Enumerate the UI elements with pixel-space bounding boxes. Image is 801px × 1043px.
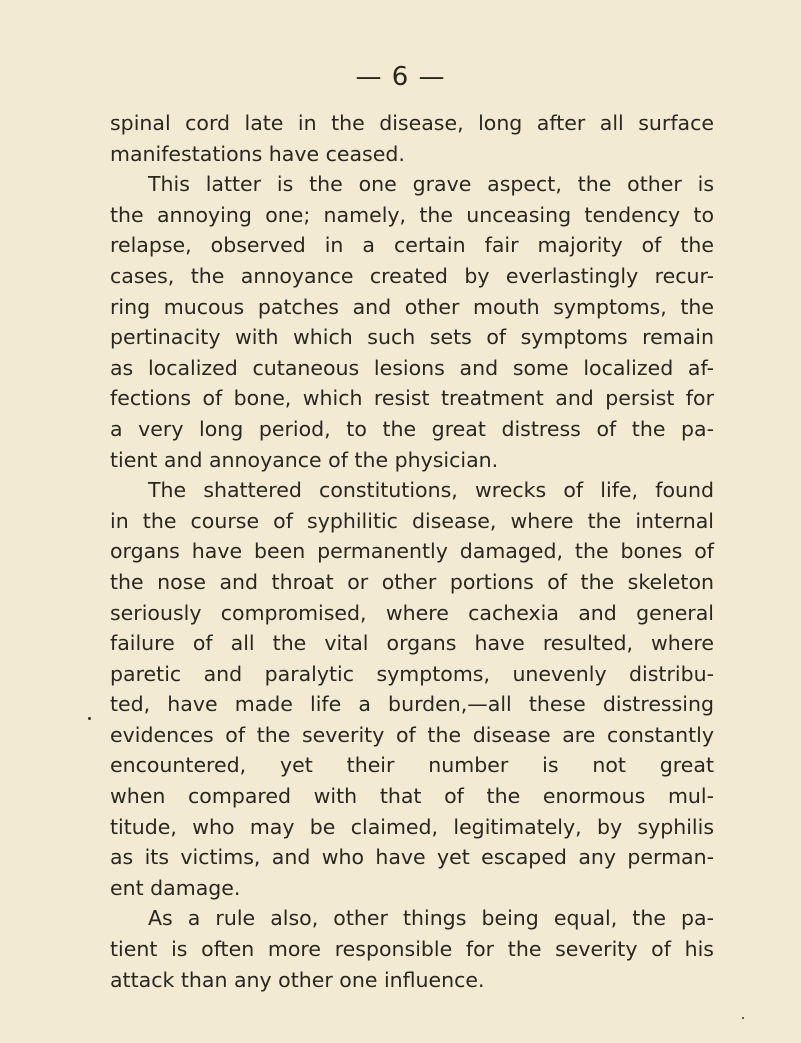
- text-line: paretic and paralytic symptoms, unevenly distribu-: [110, 661, 714, 686]
- text-line: when compared with that of the enormous mul-: [110, 784, 714, 809]
- text-line: as its victims, and who have yet escaped any perman-: [110, 845, 714, 870]
- text-line: relapse, observed in a certain fair majority of the: [110, 233, 714, 258]
- text-line: As a rule also, other things being equal, the pa-: [148, 906, 714, 931]
- text-line: pertinacity with which such sets of symptoms remain: [110, 325, 714, 350]
- page-number: — 6 —: [355, 62, 446, 92]
- text-line: ent damage.: [110, 875, 241, 900]
- text-line: titude, who may be claimed, legitimately, by syphilis: [110, 814, 714, 839]
- text-line: organs have been permanently damaged, the bones of: [110, 539, 714, 564]
- text-line: cases, the annoyance created by everlastingly recur-: [110, 263, 714, 288]
- text-line: a very long period, to the great distress of the pa-: [110, 416, 714, 441]
- text-line: failure of all the vital organs have resulted, where: [110, 631, 714, 656]
- text-line: ring mucous patches and other mouth symptoms, the: [110, 294, 714, 319]
- body-text: [110, 108, 714, 995]
- text-line: the annoying one; namely, the unceasing tendency to: [110, 202, 714, 227]
- text-line: evidences of the severity of the disease are constantly: [110, 722, 714, 747]
- paper-speck: [742, 1017, 744, 1019]
- text-line: fections of bone, which resist treatment and persist for: [110, 386, 714, 411]
- text-line: manifestations have ceased.: [110, 141, 405, 166]
- text-line: in the course of syphilitic disease, where the internal: [110, 508, 714, 533]
- text-line: encountered, yet their number is not great: [110, 753, 714, 778]
- text-line: ted, have made life a burden,—all these distressing: [110, 692, 714, 717]
- text-line: The shattered constitutions, wrecks of life, found: [148, 478, 714, 503]
- text-line: as localized cutaneous lesions and some localized af-: [110, 355, 714, 380]
- paper-speck: [88, 717, 91, 720]
- text-line: attack than any other one influence.: [110, 967, 485, 992]
- text-line: seriously compromised, where cachexia and general: [110, 600, 714, 625]
- text-line: the nose and throat or other portions of the skeleton: [110, 569, 714, 594]
- text-line: tient is often more responsible for the severity of his: [110, 937, 714, 962]
- text-line: tient and annoyance of the physician.: [110, 447, 499, 472]
- text-line: This latter is the one grave aspect, the other is: [148, 172, 714, 197]
- text-line: spinal cord late in the disease, long after all surface: [110, 111, 714, 135]
